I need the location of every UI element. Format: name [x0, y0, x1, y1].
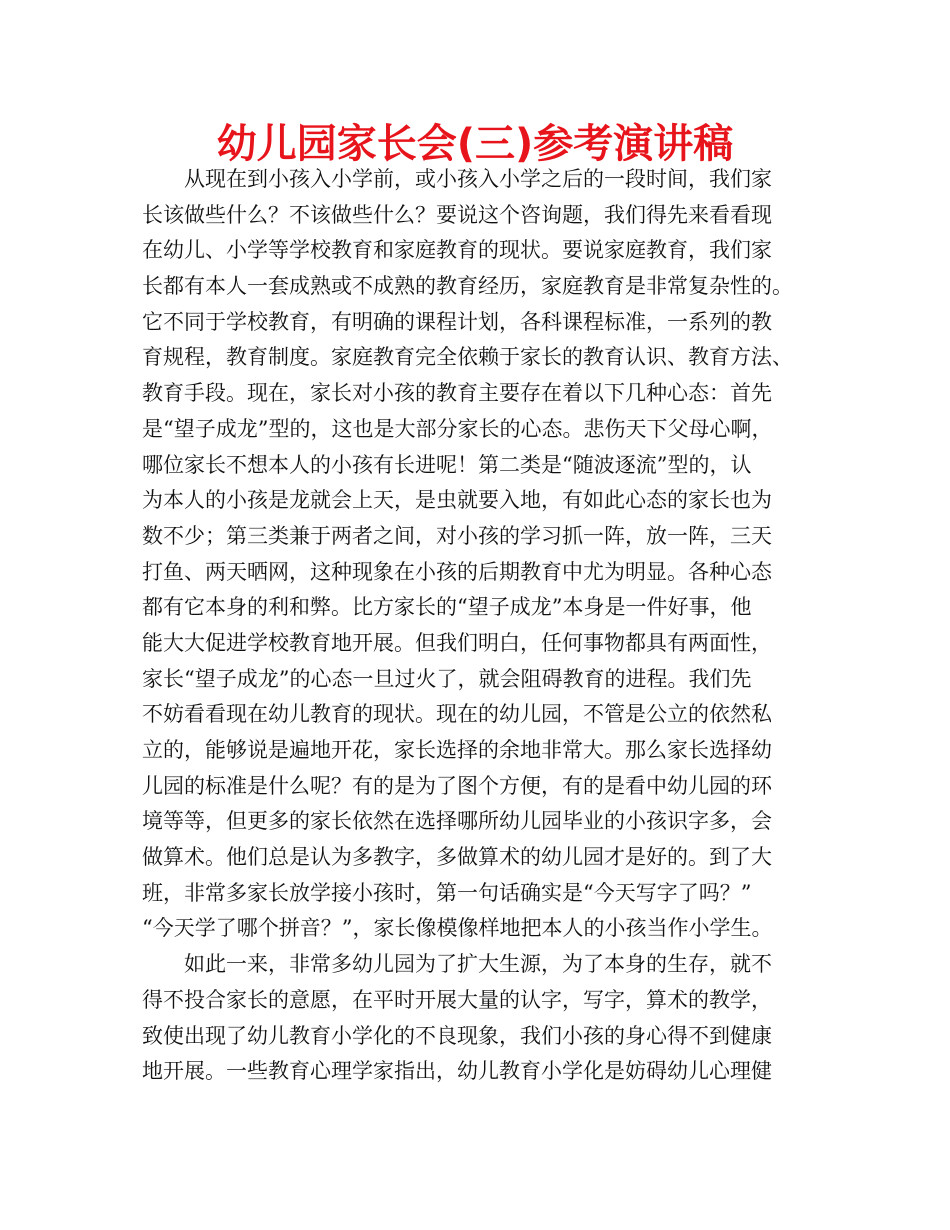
text-line: 如此一来，非常多幼儿园为了扩大生源，为了本身的生存，就不: [184, 952, 772, 977]
document-body: [142, 162, 822, 1090]
text-line: 数不少；第三类兼于两者之间，对小孩的学习抓一阵，放一阵，三天: [142, 523, 772, 548]
text-line: 从现在到小孩入小学前，或小孩入小学之后的一段时间，我们家: [184, 167, 772, 191]
text-line: 它不同于学校教育，有明确的课程计划，各科课程标准，一系列的教: [142, 309, 772, 334]
text-line: 班，非常多家长放学接小孩时，第一句话确实是“今天写字了吗？”: [142, 880, 752, 905]
text-line: “今天学了哪个拼音？”，家长像模像样地把本人的小孩当作小学生。: [142, 916, 773, 941]
text-line: 打鱼、两天晒网，这种现象在小孩的后期教育中尤为明显。各种心态: [142, 559, 772, 584]
text-line: 做算术。他们总是认为多教字，多做算术的幼儿园才是好的。到了大: [142, 845, 772, 870]
text-line: 教育手段。现在，家长对小孩的教育主要存在着以下几种心态：首先: [142, 381, 772, 406]
text-line: 地开展。一些教育心理学家指出，幼儿教育小学化是妨碍幼儿心理健: [142, 1059, 772, 1084]
text-line: 在幼儿、小学等学校教育和家庭教育的现状。要说家庭教育，我们家: [142, 238, 772, 263]
text-line: 能大大促进学校教育地开展。但我们明白，任何事物都具有两面性，: [142, 630, 772, 655]
text-line: 不妨看看现在幼儿教育的现状。现在的幼儿园，不管是公立的依然私: [142, 702, 772, 727]
text-line: 境等等，但更多的家长依然在选择哪所幼儿园毕业的小孩识字多，会: [142, 809, 772, 834]
text-line: 长都有本人一套成熟或不成熟的教育经历，家庭教育是非常复杂性的。: [142, 274, 793, 299]
text-line: 育规程，教育制度。家庭教育完全依赖于家长的教育认识、教育方法、: [142, 345, 793, 370]
text-line: 儿园的标准是什么呢？有的是为了图个方便，有的是看中幼儿园的环: [142, 773, 772, 798]
text-line: 立的，能够说是遍地开花，家长选择的余地非常大。那么家长选择幼: [142, 738, 772, 762]
text-line: 长该做些什么？不该做些什么？要说这个咨询题，我们得先来看看现: [142, 202, 772, 227]
document-title: 幼儿园家长会(三)参考演讲稿: [216, 121, 734, 167]
text-line: 得不投合家长的意愿，在平时开展大量的认字，写字，算术的教学，: [142, 987, 772, 1012]
text-line: 是“望子成龙”型的，这也是大部分家长的心态。悲伤天下父母心啊，: [142, 416, 773, 441]
text-line: 家长“望子成龙”的心态一旦过火了，就会阻碍教育的进程。我们先: [142, 666, 752, 691]
text-line: 致使出现了幼儿教育小学化的不良现象，我们小孩的身心得不到健康: [142, 1023, 772, 1048]
paragraph-1: [142, 162, 822, 947]
paragraph-2: [142, 947, 822, 1090]
text-line: 都有它本身的利和弊。比方家长的“望子成龙”本身是一件好事，他: [142, 595, 752, 620]
text-line: 为本人的小孩是龙就会上天，是虫就要入地，有如此心态的家长也为: [142, 488, 772, 513]
text-line: 哪位家长不想本人的小孩有长进呢！第二类是“随波逐流”型的，认: [142, 452, 752, 477]
